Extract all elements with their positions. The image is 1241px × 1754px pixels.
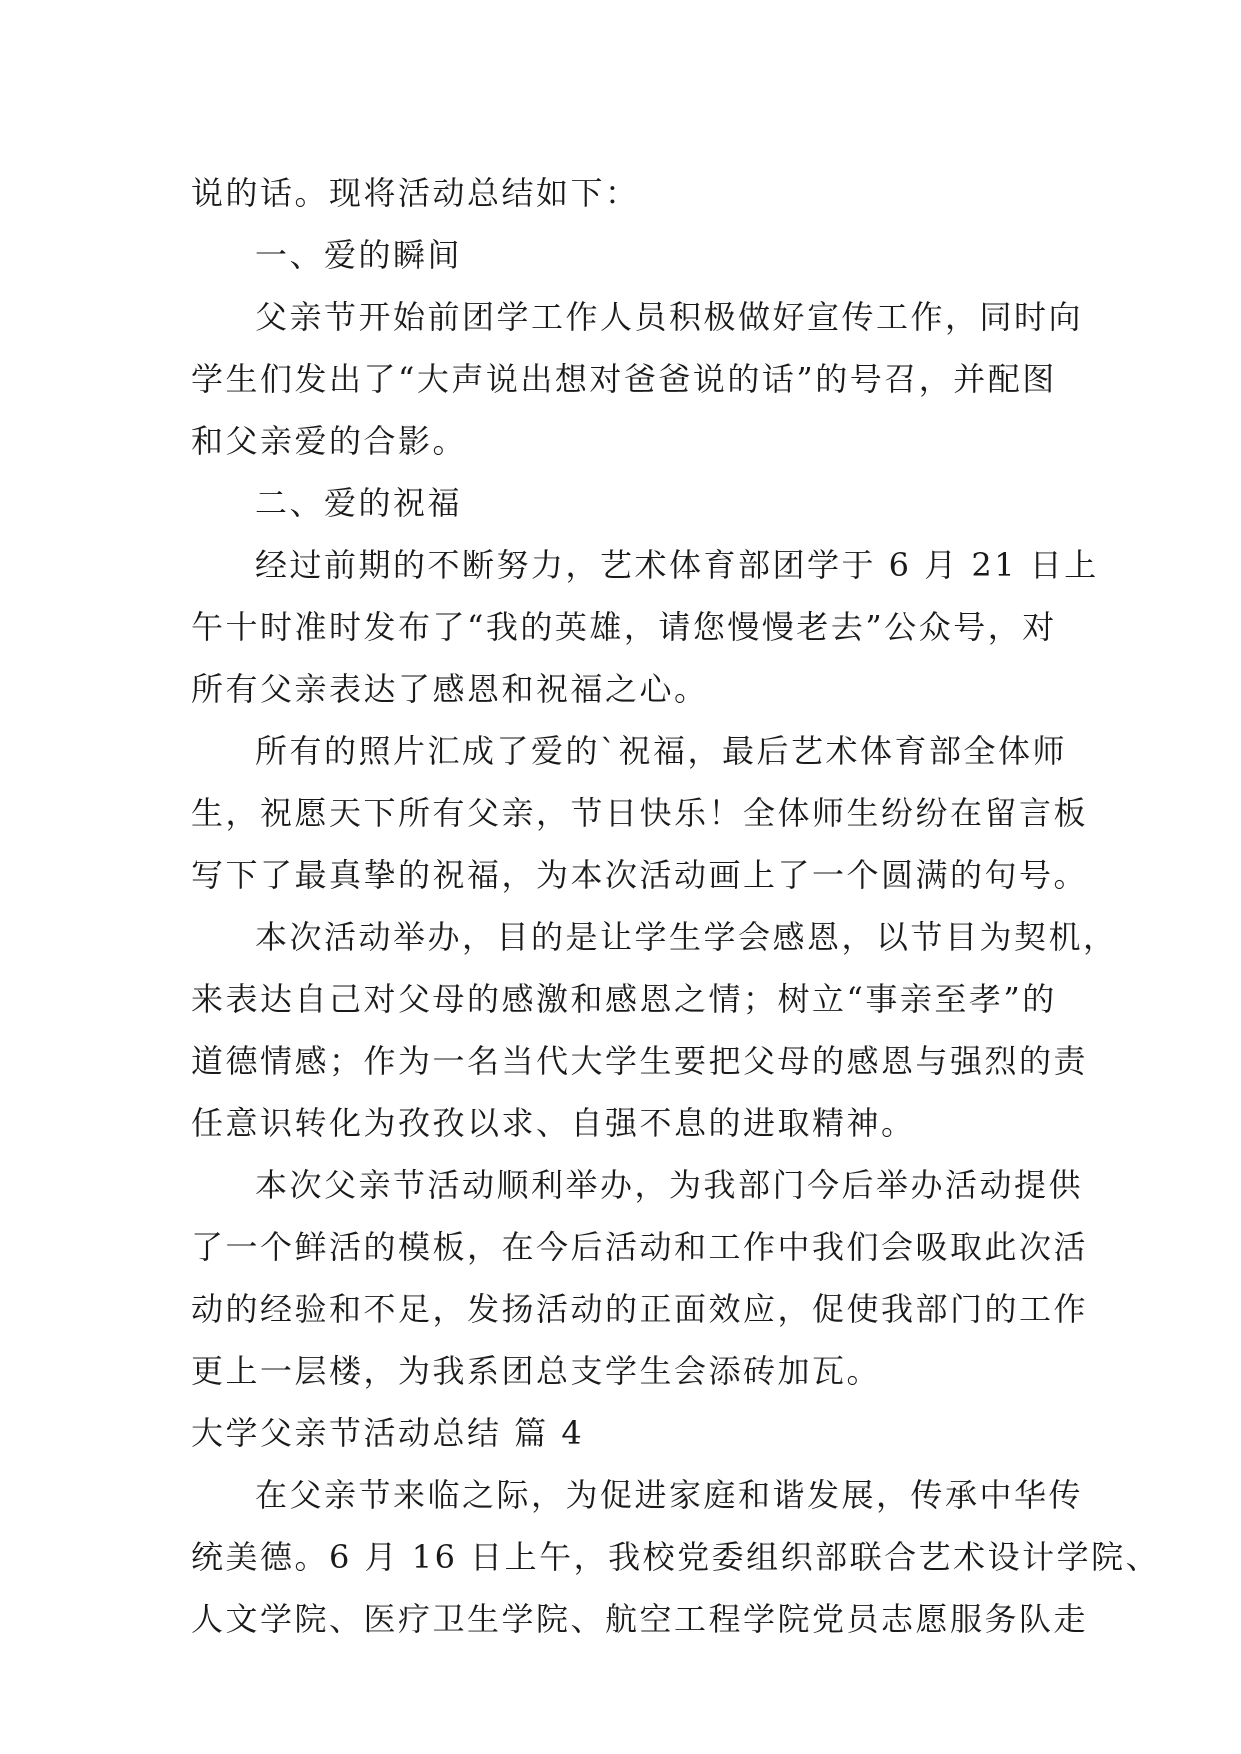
paragraph-line: 所有父亲表达了感恩和祝福之心。 — [191, 670, 709, 708]
paragraph-line: 统美德。6 月 16 日上午，我校党委组织部联合艺术设计学院、 — [191, 1538, 1161, 1576]
paragraph-line: 所有的照片汇成了爱的`祝福，最后艺术体育部全体师 — [255, 732, 1068, 770]
text-line: 说的话。现将活动总结如下： — [191, 174, 640, 212]
paragraph-line: 写下了最真挚的祝福，为本次活动画上了一个圆满的句号。 — [191, 856, 1089, 894]
paragraph-line: 在父亲节来临之际，为促进家庭和谐发展，传承中华传 — [255, 1476, 1084, 1514]
paragraph-line: 来表达自己对父母的感激和感恩之情；树立“事亲至孝”的 — [191, 980, 1057, 1018]
paragraph-line: 生，祝愿天下所有父亲，节日快乐！全体师生纷纷在留言板 — [191, 794, 1089, 832]
paragraph-line: 了一个鲜活的模板，在今后活动和工作中我们会吸取此次活 — [191, 1228, 1089, 1266]
paragraph-line: 本次父亲节活动顺利举办，为我部门今后举办活动提供 — [255, 1166, 1084, 1204]
paragraph-line: 人文学院、医疗卫生学院、航空工程学院党员志愿服务队走 — [191, 1600, 1089, 1638]
paragraph-line: 更上一层楼，为我系团总支学生会添砖加瓦。 — [191, 1352, 882, 1390]
article-title: 大学父亲节活动总结 篇 4 — [191, 1414, 585, 1452]
paragraph-line: 任意识转化为孜孜以求、自强不息的进取精神。 — [191, 1104, 916, 1142]
paragraph-line: 午十时准时发布了“我的英雄，请您慢慢老去”公众号，对 — [191, 608, 1057, 646]
section-heading: 二、爱的祝福 — [255, 484, 463, 522]
paragraph-line: 经过前期的不断努力，艺术体育部团学于 6 月 21 日上 — [255, 546, 1099, 584]
section-heading: 一、爱的瞬间 — [255, 236, 463, 274]
document-body — [191, 162, 1161, 1650]
paragraph-line: 本次活动举办，目的是让学生学会感恩，以节目为契机， — [255, 918, 1118, 956]
paragraph-line: 动的经验和不足，发扬活动的正面效应，促使我部门的工作 — [191, 1290, 1089, 1328]
paragraph-line: 学生们发出了“大声说出想对爸爸说的话”的号召，并配图 — [191, 360, 1057, 398]
paragraph-line: 父亲节开始前团学工作人员积极做好宣传工作，同时向 — [255, 298, 1084, 336]
paragraph-line: 和父亲爱的合影。 — [191, 422, 468, 460]
paragraph-line: 道德情感；作为一名当代大学生要把父母的感恩与强烈的责 — [191, 1042, 1089, 1080]
